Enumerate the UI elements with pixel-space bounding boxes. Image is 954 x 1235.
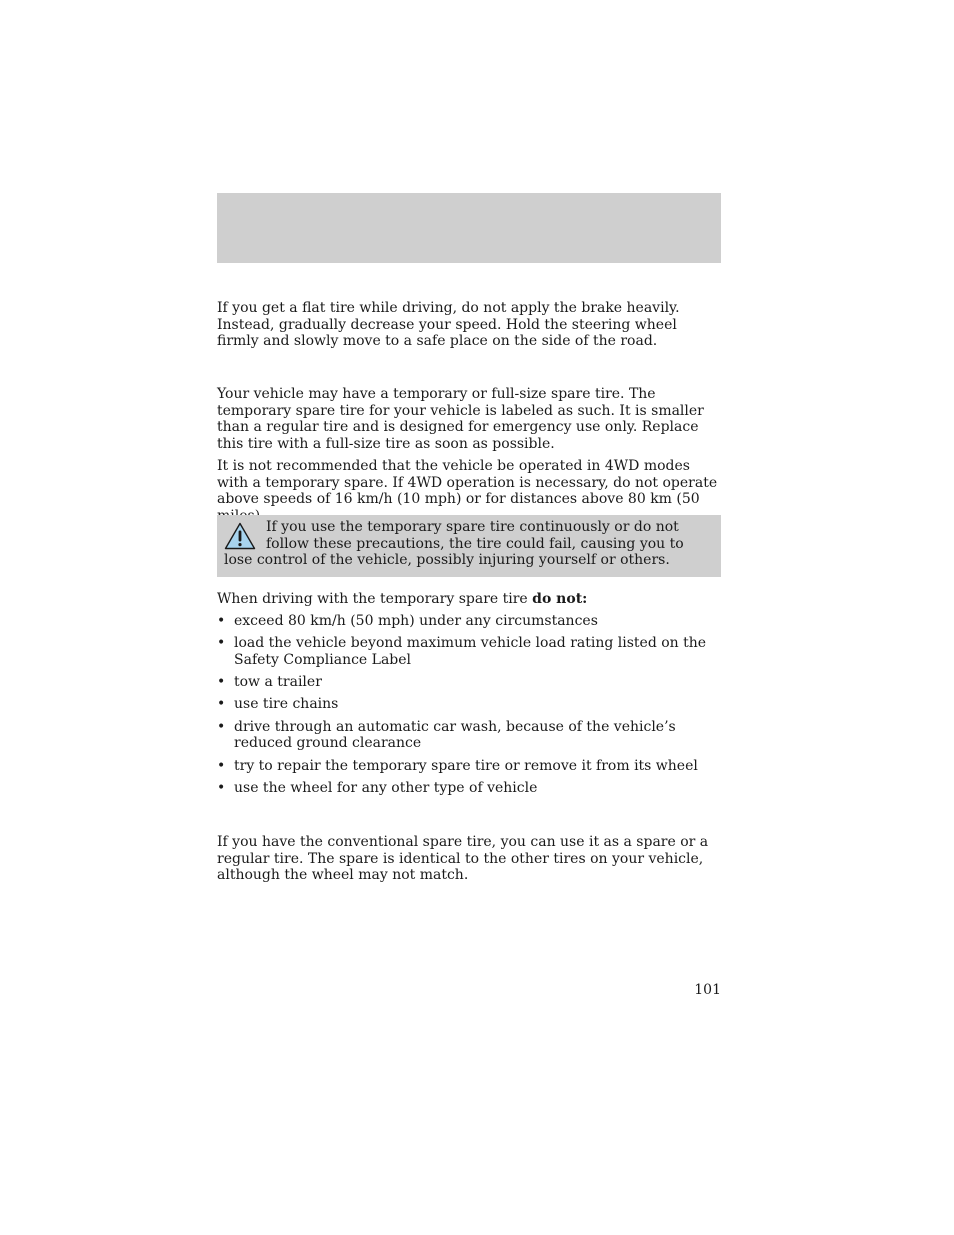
fourwd-paragraph: It is not recommended that the vehicle be operated in 4WD modes with a temporary spare. If 4WD operation is necessary, do not operate above speeds of 16 km/h (10 mph) or for distances above 80 km (50 <box>217 458 718 508</box>
warning-text-block <box>224 519 716 569</box>
do-not-intro <box>217 591 721 608</box>
bullet-icon: • <box>217 613 226 629</box>
list-item: • drive through an automatic car wash, because of the vehicle’s reduced ground clearance <box>217 718 676 752</box>
list-item: • use the wheel for any other type of vehicle <box>217 779 538 796</box>
warning-box <box>217 515 721 577</box>
do-not-list <box>217 613 721 802</box>
warning-text: If you use the temporary spare tire continuously or do not follow these precautions, the tire could fail, causing you to lose control of the vehicle, possibly injuring yourself or others. <box>224 519 684 569</box>
bullet-icon: • <box>217 674 226 691</box>
list-item: • tow a trailer <box>217 674 322 691</box>
do-not-emphasis: do not: <box>532 591 588 607</box>
list-item: • load the vehicle beyond maximum vehicle load rating listed on the Safety Compliance Label <box>217 635 707 668</box>
bullet-icon: • <box>217 635 226 652</box>
bullet-icon: • <box>217 757 226 774</box>
bullet-icon: • <box>217 696 226 713</box>
section-header-band <box>217 193 721 263</box>
flat-tire-paragraph: If you get a flat tire while driving, do not apply the brake heavily. Instead, gradually decrease your speed. Hold the steering wheel firmly and slowly move to a safe place on the side of the road. <box>217 300 680 350</box>
conventional-spare-paragraph: If you have the conventional spare tire, you can use it as a spare or a regular tire. The spare is identical to the other tires on your vehicle, although the wheel may not match. <box>217 834 709 884</box>
list-item: • try to repair the temporary spare tire or remove it from its wheel <box>217 757 698 774</box>
list-item: • use tire chains <box>217 696 339 713</box>
do-not-intro-text: When driving with the temporary spare tire <box>217 591 533 607</box>
page-number: 101 <box>694 982 721 998</box>
bullet-icon: • <box>217 779 226 796</box>
spare-intro-paragraph: Your vehicle may have a temporary or full-size spare tire. The temporary spare tire for your vehicle is labeled as such. It is smaller than a regular tire and is designed for emergency use only. Replace this tire with a full-size tire as soon as possible. <box>217 386 704 452</box>
bullet-icon: • <box>217 718 226 735</box>
list-item: • exceed 80 km/h (50 mph) under any circumstances <box>217 613 598 629</box>
